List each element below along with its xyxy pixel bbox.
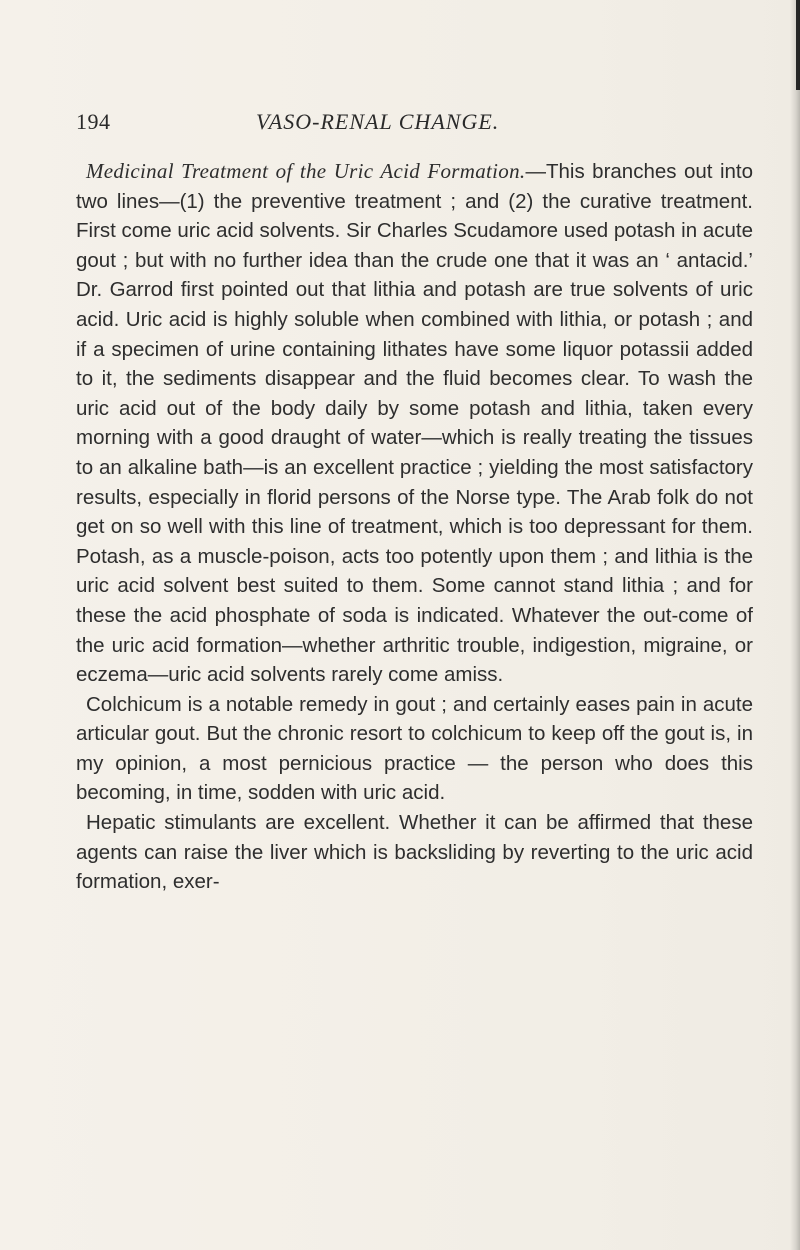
section-heading-italic: Medicinal Treatment of the Uric Acid Formation. [86, 159, 526, 183]
body-text [76, 157, 753, 897]
paragraph-3: Hepatic stimulants are excellent. Whether it can be affirmed that these agents can raise the liver which is backsliding by reverting to the uric acid formation, exer- [76, 811, 753, 894]
page-header [76, 109, 756, 139]
paragraph-2: Colchicum is a notable remedy in gout ; and certainly eases pain in acute articular gout. But the chronic resort to colchicum to keep off the gout is, in my opinion, a most pernicious practice — the person who does this becoming, in time, sodden with uric acid. [76, 692, 753, 805]
page-edge-shadow [790, 0, 800, 1250]
paragraph-1 [76, 157, 753, 690]
paragraph-1-text: —This branches out into two lines—(1) the preventive treatment ; and (2) the curative treatment. First come uric acid solvents. Sir Charles Scudamore used potash in acute gout ; but with no further idea than the crude one that it was an ‘ antacid.’ Dr. Garrod first pointed out that lithia and potash are true solvents of uric acid. Uric acid is highly soluble when combined with lithia, or potash ; and if a specimen of urine containing lithates have some liquor potassii added to it, the sediments disappear and the fluid becomes clear. To wash the uric acid out of the body daily by some potash and lithia, taken every morning with a good draught of water—which is really treating the tissues to an alkaline bath—is an excellent practice ; yielding the most satisfactory results, especially in florid persons of the Norse type. The Arab folk do not get on so well with this line of treatment, which is too depressant for them. Potash, as a muscle-poison, acts too potently upon them ; and lithia is the uric acid solvent best suited to them. Some cannot stand lithia ; and for these the acid phosphate of soda is indicated. Whatever the out-come of the uric acid formation—whether arthritic trouble, indigestion, migraine, or eczema—uric acid solvents rarely come amiss. [76, 160, 753, 687]
running-head: VASO-RENAL CHANGE. [256, 109, 500, 134]
page-number: 194 [76, 109, 111, 134]
